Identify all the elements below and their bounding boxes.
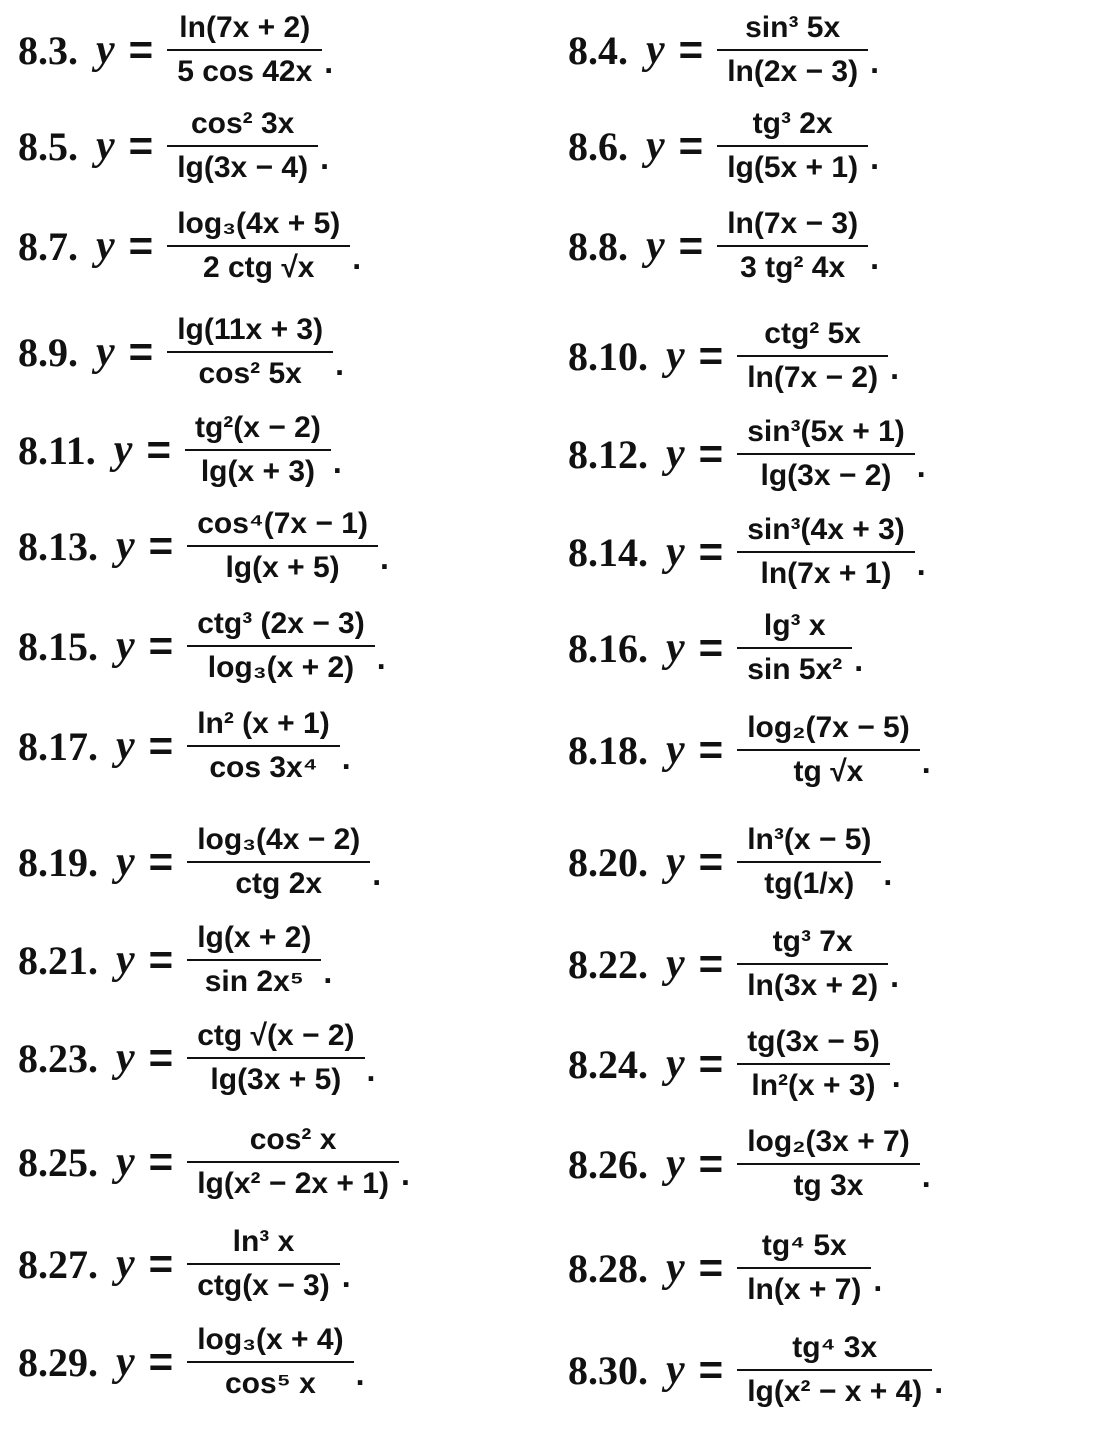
problem-number: 8.9.: [18, 329, 78, 375]
fraction: [737, 1330, 932, 1410]
function-symbol: y: [116, 1339, 135, 1385]
fraction-bar: [167, 49, 322, 51]
end-period: .: [372, 855, 382, 892]
fraction-bar: [717, 49, 868, 51]
end-period: .: [921, 743, 931, 780]
end-period: .: [916, 545, 926, 582]
problem-number: 8.8.: [568, 223, 628, 269]
end-period: .: [870, 239, 879, 276]
problem-8-12: [568, 404, 926, 504]
numerator: ln³(x − 5): [747, 823, 872, 856]
end-period: .: [320, 139, 329, 176]
fraction-bar: [737, 1369, 932, 1371]
fraction-bar: [737, 1063, 890, 1065]
fraction: [737, 414, 915, 494]
numerator: cos² 3x: [190, 107, 295, 140]
equals-sign: =: [698, 1244, 724, 1291]
equals-sign: =: [698, 528, 724, 575]
function-symbol: y: [113, 427, 133, 473]
problem-8-18: [568, 700, 931, 800]
function-symbol: y: [666, 625, 685, 671]
numerator: log₃(4x − 2): [197, 823, 361, 856]
function-symbol: y: [666, 529, 685, 575]
fraction: [737, 822, 881, 902]
problem-8-16: [568, 598, 863, 698]
problem-number: 8.30.: [568, 1347, 648, 1393]
function-symbol: y: [116, 839, 135, 885]
denominator: ctg 2x: [235, 867, 323, 900]
problem-8-8: [568, 196, 879, 296]
end-period: .: [883, 855, 893, 892]
denominator: ctg(x − 3): [197, 1269, 330, 1302]
numerator: cos² x: [249, 1123, 337, 1156]
end-period: .: [400, 1155, 410, 1192]
problem-number: 8.22.: [568, 941, 648, 987]
equals-sign: =: [698, 332, 724, 379]
denominator: lg(3x − 2): [760, 459, 892, 492]
denominator: lg(x + 3): [200, 455, 316, 488]
end-period: .: [332, 443, 342, 480]
equals-sign: =: [148, 1240, 174, 1287]
end-period: .: [355, 1355, 365, 1392]
fraction: [737, 1228, 871, 1308]
equals-sign: =: [678, 222, 704, 269]
problem-8-3: [18, 0, 333, 100]
function-symbol: y: [116, 1035, 135, 1081]
function-symbol: y: [666, 333, 685, 379]
numerator: ln³ x: [232, 1225, 295, 1258]
problem-number: 8.16.: [568, 625, 648, 671]
equals-sign: =: [148, 1338, 174, 1385]
fraction-bar: [717, 145, 868, 147]
problem-number: 8.24.: [568, 1041, 648, 1087]
fraction: [187, 1122, 399, 1202]
numerator: tg(3x − 5): [747, 1025, 880, 1058]
problem-number: 8.18.: [568, 727, 648, 773]
end-period: .: [916, 447, 926, 484]
numerator: lg³ x: [763, 609, 826, 642]
problem-number: 8.23.: [18, 1035, 98, 1081]
numerator: sin³(4x + 3): [747, 513, 905, 546]
problem-8-27: [18, 1214, 351, 1314]
problem-number: 8.15.: [18, 623, 98, 669]
function-symbol: y: [666, 1041, 685, 1087]
problem-8-10: [568, 306, 899, 406]
end-period: .: [873, 1261, 883, 1298]
fraction-bar: [187, 861, 370, 863]
problem-8-14: [568, 502, 926, 602]
fraction-bar: [185, 449, 331, 451]
function-symbol: y: [96, 27, 115, 73]
numerator: sin³(5x + 1): [747, 415, 905, 448]
problem-number: 8.26.: [568, 1141, 648, 1187]
equals-sign: =: [698, 430, 724, 477]
fraction: [187, 822, 370, 902]
denominator: cos⁵ x: [224, 1367, 316, 1400]
fraction-bar: [187, 745, 340, 747]
denominator: log₃(x + 2): [207, 651, 355, 684]
problem-number: 8.25.: [18, 1139, 98, 1185]
problem-8-20: [568, 812, 892, 912]
fraction-bar: [737, 551, 915, 553]
fraction: [717, 10, 868, 90]
fraction: [737, 710, 920, 790]
equals-sign: =: [698, 1140, 724, 1187]
numerator: ctg² 5x: [764, 317, 861, 350]
numerator: tg³ 2x: [752, 107, 833, 140]
problem-8-24: [568, 1014, 901, 1114]
end-period: .: [366, 1051, 376, 1088]
function-symbol: y: [646, 223, 665, 269]
problem-number: 8.17.: [18, 723, 98, 769]
numerator: cos⁴(7x − 1): [197, 507, 368, 540]
denominator: 2 ctg √x: [202, 251, 315, 284]
problem-8-6: [568, 96, 879, 196]
problem-number: 8.12.: [568, 431, 648, 477]
problem-number: 8.7.: [18, 223, 78, 269]
problem-number: 8.14.: [568, 529, 648, 575]
fraction: [187, 706, 340, 786]
numerator: log₃(x + 4): [197, 1323, 344, 1356]
problem-number: 8.3.: [18, 27, 78, 73]
equals-sign: =: [698, 1040, 724, 1087]
numerator: tg²(x − 2): [194, 411, 321, 444]
problem-number: 8.6.: [568, 123, 628, 169]
equals-sign: =: [128, 222, 154, 269]
problem-number: 8.29.: [18, 1339, 98, 1385]
denominator: cos 3x⁴: [209, 751, 318, 784]
equals-sign: =: [148, 936, 174, 983]
denominator: ln(7x + 1): [760, 557, 892, 590]
numerator: ctg √(x − 2): [197, 1019, 355, 1052]
problem-8-26: [568, 1114, 931, 1214]
end-period: .: [921, 1157, 931, 1194]
problem-8-4: [568, 0, 879, 100]
fraction: [717, 206, 868, 286]
problem-8-17: [18, 696, 351, 796]
fraction: [185, 410, 331, 490]
fraction: [167, 10, 322, 90]
fraction-bar: [717, 245, 868, 247]
numerator: tg⁴ 5x: [761, 1229, 847, 1262]
fraction: [187, 506, 378, 586]
fraction: [737, 316, 888, 396]
equals-sign: =: [148, 1138, 174, 1185]
equals-sign: =: [678, 26, 704, 73]
problem-8-9: [18, 302, 344, 402]
denominator: tg √x: [793, 755, 864, 788]
function-symbol: y: [666, 1245, 685, 1291]
numerator: ctg³ (2x − 3): [197, 607, 365, 640]
equals-sign: =: [148, 522, 174, 569]
denominator: lg(x + 5): [225, 551, 340, 584]
equals-sign: =: [146, 426, 171, 473]
fraction-bar: [187, 545, 378, 547]
function-symbol: y: [666, 839, 685, 885]
fraction: [167, 106, 318, 186]
problem-number: 8.5.: [18, 123, 78, 169]
problem-number: 8.27.: [18, 1241, 98, 1287]
fraction-bar: [737, 749, 920, 751]
fraction-bar: [187, 1161, 399, 1163]
fraction-bar: [187, 1361, 353, 1363]
end-period: .: [870, 43, 879, 80]
fraction-bar: [187, 645, 375, 647]
function-symbol: y: [96, 223, 115, 269]
fraction-bar: [737, 647, 852, 649]
fraction: [737, 1124, 920, 1204]
problem-8-15: [18, 596, 386, 696]
denominator: lg(3x + 5): [210, 1063, 342, 1096]
function-symbol: y: [96, 123, 115, 169]
problem-number: 8.4.: [568, 27, 628, 73]
equals-sign: =: [148, 622, 174, 669]
equals-sign: =: [698, 1346, 724, 1393]
function-symbol: y: [116, 937, 135, 983]
problem-number: 8.13.: [18, 523, 98, 569]
numerator: lg(11x + 3): [177, 313, 324, 346]
function-symbol: y: [116, 1139, 135, 1185]
function-symbol: y: [666, 941, 685, 987]
equals-sign: =: [678, 122, 704, 169]
equals-sign: =: [698, 726, 724, 773]
function-symbol: y: [666, 431, 685, 477]
function-symbol: y: [116, 1241, 135, 1287]
problem-8-13: [18, 496, 389, 596]
problem-number: 8.19.: [18, 839, 98, 885]
end-period: .: [324, 43, 334, 80]
denominator: 5 cos 42x: [177, 55, 313, 88]
problem-8-21: [18, 910, 332, 1010]
problem-number: 8.21.: [18, 937, 98, 983]
function-symbol: y: [666, 727, 685, 773]
fraction-bar: [187, 1263, 340, 1265]
denominator: 3 tg² 4x: [740, 251, 846, 284]
problem-8-11: [18, 400, 342, 500]
fraction: [717, 106, 868, 186]
equals-sign: =: [148, 1034, 174, 1081]
equals-sign: =: [128, 26, 154, 73]
end-period: .: [335, 345, 344, 382]
end-period: .: [352, 239, 362, 276]
numerator: tg⁴ 3x: [792, 1331, 878, 1364]
function-symbol: y: [96, 329, 115, 375]
problem-8-28: [568, 1218, 882, 1318]
function-symbol: y: [116, 723, 135, 769]
fraction-bar: [187, 1057, 364, 1059]
end-period: .: [341, 739, 351, 776]
equals-sign: =: [148, 722, 174, 769]
fraction: [187, 606, 375, 686]
numerator: tg³ 7x: [772, 925, 853, 958]
equals-sign: =: [128, 328, 154, 375]
fraction: [187, 1018, 364, 1098]
problem-8-19: [18, 812, 381, 912]
function-symbol: y: [666, 1347, 685, 1393]
fraction: [737, 512, 915, 592]
fraction-bar: [187, 959, 321, 961]
denominator: lg(x² − 2x + 1): [197, 1167, 389, 1200]
function-symbol: y: [666, 1141, 685, 1187]
fraction: [187, 1224, 340, 1304]
end-period: .: [854, 641, 864, 678]
denominator: lg(5x + 1): [727, 151, 859, 184]
denominator: ln(7x − 2): [747, 361, 879, 394]
end-period: .: [890, 957, 899, 994]
denominator: ln(3x + 2): [747, 969, 879, 1002]
equals-sign: =: [698, 838, 724, 885]
fraction: [167, 206, 350, 286]
fraction-bar: [737, 963, 888, 965]
denominator: sin 2x⁵: [204, 965, 304, 998]
denominator: sin 5x²: [747, 653, 843, 686]
fraction-bar: [737, 861, 881, 863]
fraction: [737, 924, 888, 1004]
fraction-bar: [167, 145, 318, 147]
problem-8-29: [18, 1312, 364, 1412]
denominator: ln²(x + 3): [751, 1069, 876, 1102]
denominator: lg(x² − x + 4): [747, 1375, 923, 1408]
function-symbol: y: [646, 27, 665, 73]
problem-number: 8.10.: [568, 333, 648, 379]
fraction: [737, 1024, 890, 1104]
numerator: ln² (x + 1): [197, 707, 330, 740]
numerator: lg(x + 2): [197, 921, 312, 954]
numerator: log₂(7x − 5): [747, 711, 910, 744]
fraction: [167, 312, 333, 392]
problem-number: 8.20.: [568, 839, 648, 885]
denominator: ln(2x − 3): [727, 55, 859, 88]
fraction-bar: [737, 355, 888, 357]
end-period: .: [891, 1057, 901, 1094]
problem-number: 8.11.: [18, 427, 96, 473]
problem-8-25: [18, 1112, 410, 1212]
equals-sign: =: [698, 624, 724, 671]
fraction-bar: [167, 245, 350, 247]
denominator: cos² 5x: [198, 357, 302, 390]
numerator: log₃(4x + 5): [177, 207, 341, 240]
end-period: .: [890, 349, 899, 386]
numerator: ln(7x + 2): [179, 11, 311, 44]
fraction-bar: [737, 1267, 871, 1269]
denominator: ln(x + 7): [747, 1273, 862, 1306]
problem-8-30: [568, 1320, 943, 1420]
equals-sign: =: [148, 838, 174, 885]
problem-8-5: [18, 96, 329, 196]
numerator: sin³ 5x: [745, 11, 841, 44]
fraction-bar: [167, 351, 333, 353]
end-period: .: [870, 139, 879, 176]
denominator: lg(3x − 4): [177, 151, 309, 184]
fraction-bar: [737, 453, 915, 455]
problem-number: 8.28.: [568, 1245, 648, 1291]
numerator: log₂(3x + 7): [747, 1125, 910, 1158]
denominator: tg 3x: [793, 1169, 864, 1202]
fraction: [187, 920, 321, 1000]
end-period: .: [376, 639, 386, 676]
problem-8-7: [18, 196, 361, 296]
end-period: .: [341, 1257, 351, 1294]
end-period: .: [323, 953, 333, 990]
fraction: [737, 608, 852, 688]
fraction-bar: [737, 1163, 920, 1165]
end-period: .: [379, 539, 389, 576]
end-period: .: [934, 1363, 944, 1400]
equals-sign: =: [128, 122, 154, 169]
function-symbol: y: [116, 623, 135, 669]
function-symbol: y: [646, 123, 665, 169]
denominator: tg(1/x): [764, 867, 855, 900]
fraction: [187, 1322, 353, 1402]
problem-8-22: [568, 914, 899, 1014]
function-symbol: y: [116, 523, 135, 569]
problem-8-23: [18, 1008, 375, 1108]
equals-sign: =: [698, 940, 724, 987]
numerator: ln(7x − 3): [727, 207, 859, 240]
